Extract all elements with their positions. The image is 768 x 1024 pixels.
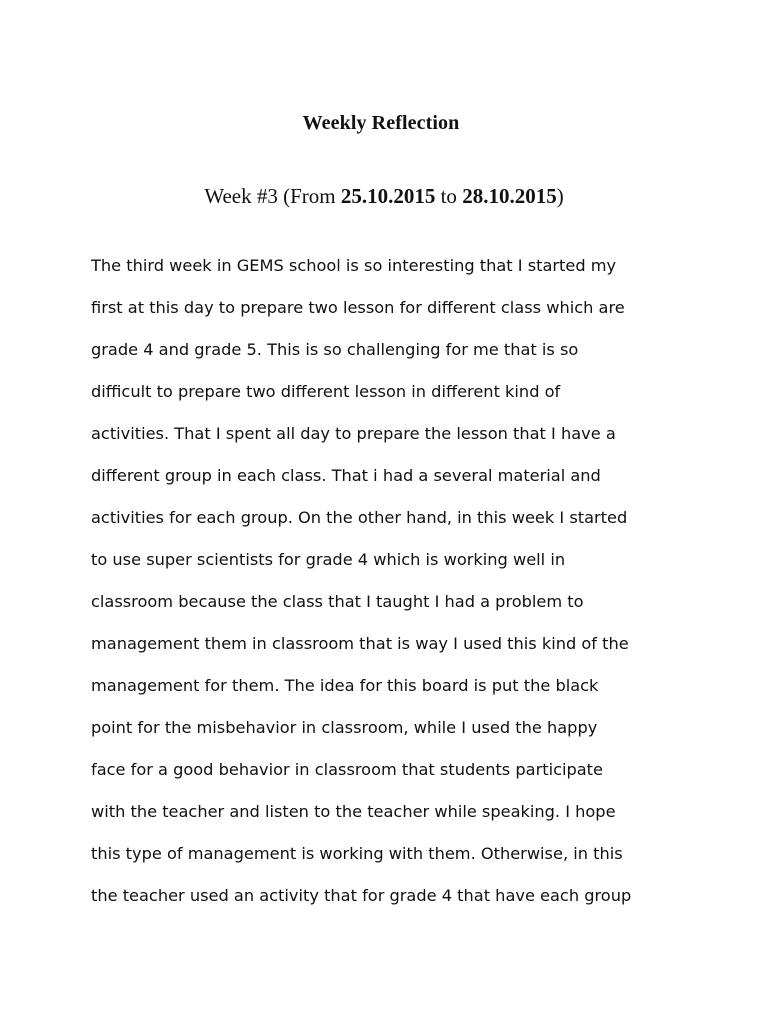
body-line: point for the misbehavior in classroom, while I used the happy: [91, 718, 598, 737]
body-line: classroom because the class that I taught I had a problem to: [91, 592, 584, 611]
week-prefix: Week #3 (From: [204, 184, 341, 208]
body-line: difficult to prepare two different lesson in different kind of: [91, 382, 561, 401]
body-line: activities for each group. On the other hand, in this week I started: [91, 508, 628, 527]
week-range-heading: [0, 184, 768, 209]
body-line: management them in classroom that is way I used this kind of the: [91, 634, 629, 653]
body-line: first at this day to prepare two lesson for different class which are: [91, 298, 625, 317]
body-line: the teacher used an activity that for grade 4 that have each group: [91, 886, 632, 905]
week-end-date: 28.10.2015: [462, 184, 557, 208]
body-line: to use super scientists for grade 4 which is working well in: [91, 550, 566, 569]
body-line: activities. That I spent all day to prepare the lesson that I have a: [91, 424, 616, 443]
week-suffix: ): [556, 184, 564, 208]
body-line: face for a good behavior in classroom that students participate: [91, 760, 603, 779]
document-title: Weekly Reflection: [302, 112, 460, 134]
reflection-body: [91, 250, 691, 922]
body-line: with the teacher and listen to the teacher while speaking. I hope: [91, 802, 616, 821]
week-start-date: 25.10.2015: [340, 184, 436, 208]
body-line: this type of management is working with them. Otherwise, in this: [91, 844, 623, 863]
body-line: management for them. The idea for this board is put the black: [91, 676, 599, 695]
week-connector: to: [435, 184, 463, 208]
body-line: different group in each class. That i had a several material and: [91, 466, 601, 485]
body-line: grade 4 and grade 5. This is so challenging for me that is so: [91, 340, 579, 359]
body-line: The third week in GEMS school is so interesting that I started my: [91, 256, 617, 275]
